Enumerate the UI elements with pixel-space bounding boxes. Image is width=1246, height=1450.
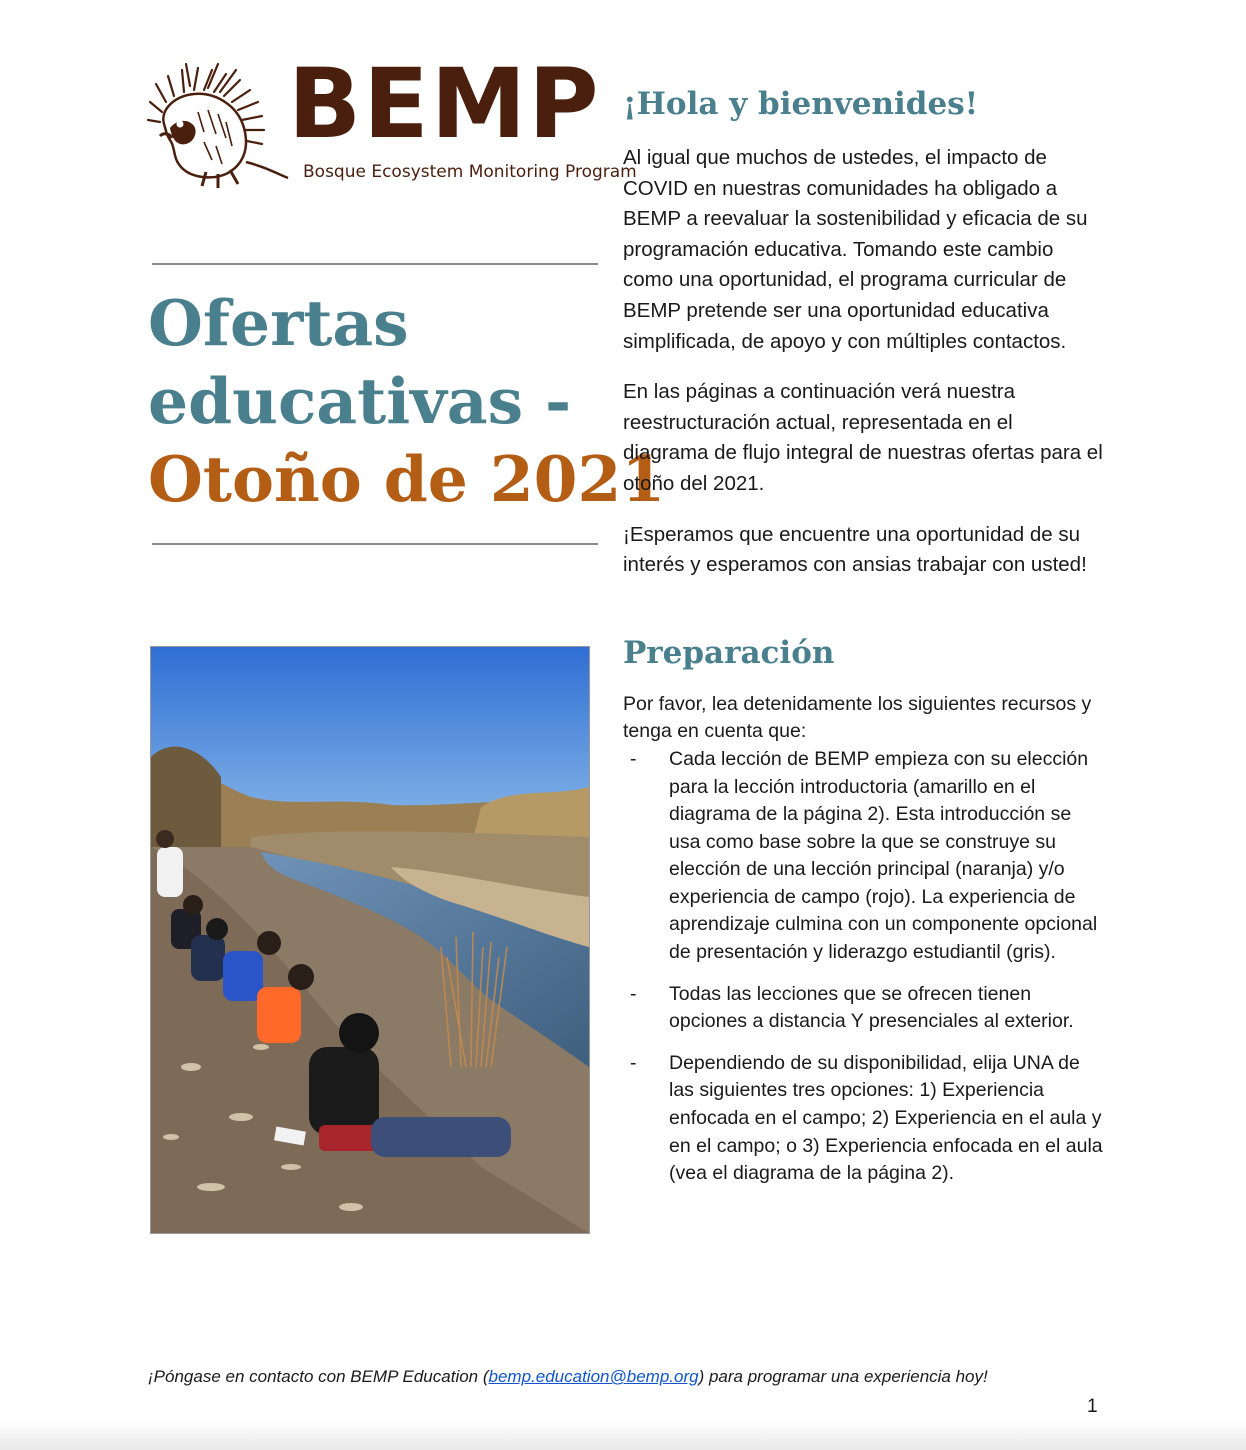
welcome-heading: ¡Hola y bienvenides!	[623, 86, 979, 122]
list-item: - Dependiendo de su disponibilidad, elija UNA de las siguientes tres opciones: 1) Experiencia enfocada en el campo; 2) Experiencia en el aula y en el campo; o 3) Experiencia enfocada en el aula (vea el diagrama de la página 2).	[623, 1050, 1103, 1188]
contact-email-link[interactable]: bemp.education@bemp.org	[488, 1367, 699, 1386]
page-bottom-shade	[0, 1420, 1246, 1450]
footer-text-after: ) para programar una experiencia hoy!	[698, 1367, 988, 1386]
title-line-3: Otoño de 2021	[148, 442, 666, 516]
logo-subtitle: Bosque Ecosystem Monitoring Program	[303, 162, 637, 182]
welcome-paragraph-3: ¡Esperamos que encuentre una oportunidad de su interés y esperamos con ansias trabajar con usted!	[623, 522, 1087, 577]
footer-contact	[148, 1367, 1108, 1387]
porcupine-icon	[146, 62, 296, 190]
prep-list	[623, 746, 1103, 1188]
page-title	[148, 284, 666, 518]
footer-text-before: ¡Póngase en contacto con BEMP Education (	[148, 1367, 489, 1386]
title-line-1: Ofertas	[148, 286, 409, 360]
divider-bottom	[152, 543, 598, 545]
prep-intro: Por favor, lea detenidamente los siguientes recursos y tenga en cuenta que:	[623, 692, 1092, 743]
welcome-paragraph-2: En las páginas a continuación verá nuestra reestructuración actual, representada en el diagrama de flujo integral de nuestras ofertas para el otoño del 2021.	[623, 380, 1103, 495]
river-students-photo	[150, 646, 590, 1234]
prep-heading: Preparación	[623, 634, 835, 671]
photo-illustration	[151, 647, 589, 1233]
bemp-logo	[146, 48, 637, 192]
page-number: 1	[1087, 1396, 1098, 1417]
list-item: - Cada lección de BEMP empieza con su elección para la lección introductoria (amarillo en el diagrama de la página 2). Esta introducción se usa como base sobre la que se construye su elección de una lección principal (naranja) y/o experiencia de campo (rojo). La experiencia de aprendizaje culmina con un componente opcional de presentación y liderazgo estudiantil (gris).	[623, 746, 1103, 967]
right-column	[623, 84, 1103, 1188]
logo-wordmark: BEMP	[288, 48, 601, 160]
welcome-paragraph-1: Al igual que muchos de ustedes, el impacto de COVID en nuestras comunidades ha obligado a BEMP a reevaluar la sostenibilidad y eficacia de su programación educativa. Tomando este cambio como una oportunidad, el programa curricular de BEMP pretende ser una oportunidad educativa simplificada, de apoyo y con múltiples contactos.	[623, 146, 1088, 353]
title-line-2: educativas -	[148, 364, 572, 438]
list-item: - Todas las lecciones que se ofrecen tienen opciones a distancia Y presenciales al exterior.	[623, 981, 1103, 1036]
divider-top	[152, 263, 598, 265]
